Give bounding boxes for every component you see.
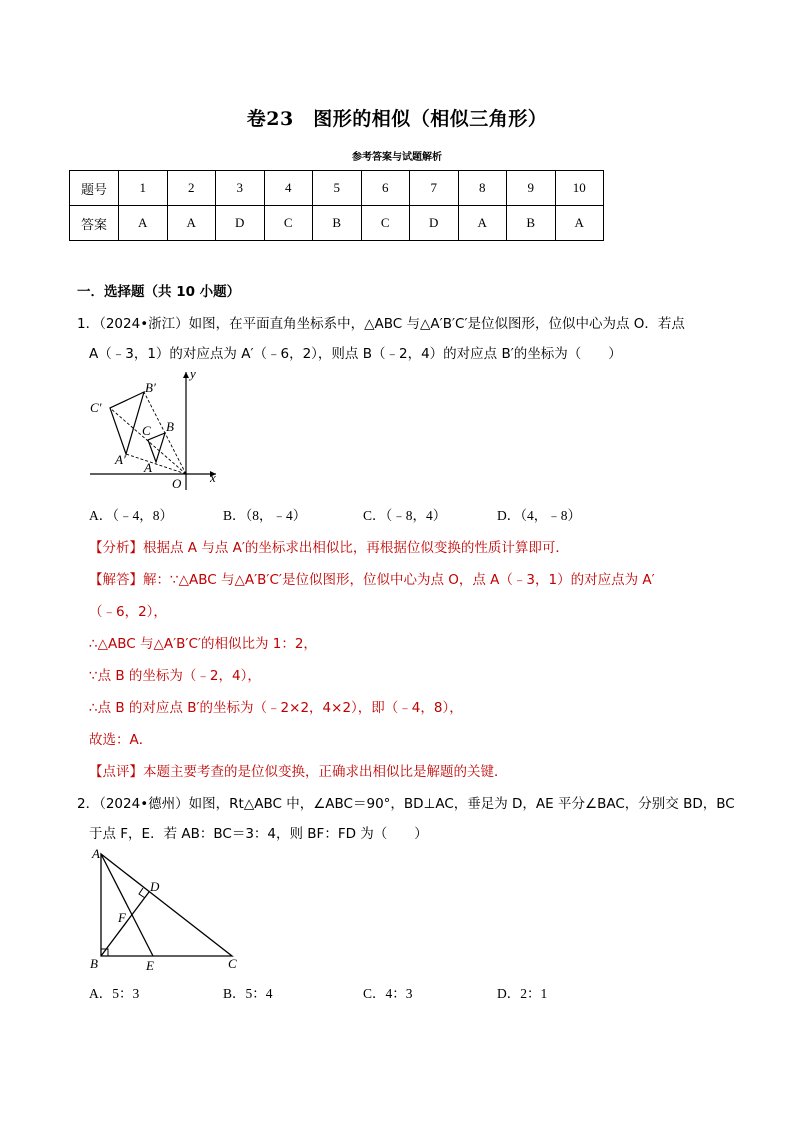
table-cell-answer: A: [119, 206, 168, 241]
ray-o-a-prime: [126, 454, 186, 474]
label-b-prime: B′: [145, 380, 156, 395]
q1-analysis: [89, 536, 569, 556]
label-b: B: [90, 956, 98, 971]
answer-table: [69, 170, 604, 241]
label-origin: O: [172, 476, 182, 491]
analysis-text: 根据点 A 与点 A′的坐标求出相似比，再根据位似变换的性质计算即可．: [143, 540, 569, 556]
q1-solution-line2: （﹣6，2），: [89, 604, 167, 620]
q1-figure: [86, 364, 226, 494]
table-cell-number: 7: [410, 171, 459, 206]
label-a-prime: A′: [115, 452, 126, 467]
table-header-answer: 答案: [70, 206, 119, 241]
solution-text: 解：∵△ABC 与△A′B′C′是位似图形，位似中心为点 O，点 A（﹣3，1）的对应点为 A′: [143, 572, 655, 588]
analysis-tag: 【分析】: [89, 540, 143, 556]
q2-option-a: A．5：3: [89, 986, 140, 1001]
page-title: 卷23 图形的相似（相似三角形）: [246, 108, 548, 130]
q1-option-d: D．（4，﹣8）: [497, 508, 581, 523]
table-cell-answer: C: [361, 206, 410, 241]
q2-stem-line1: 2．（2024•德州）如图，Rt△ABC 中，∠ABC＝90°，BD⊥AC，垂足为 D，AE 平分∠BAC，分别交 BD，BC: [77, 796, 735, 812]
page-subtitle: 参考答案与试题解析: [352, 152, 442, 163]
q1-option-b: B．（8，﹣4）: [223, 508, 307, 523]
q1-option-c: C．（﹣8，4）: [363, 508, 447, 523]
q2-option-b: B．5：4: [223, 986, 273, 1001]
label-c: C: [228, 956, 237, 971]
q1-solution-line3: ∴△ABC 与△A′B′C′的相似比为 1：2，: [89, 636, 317, 652]
q1-stem-line1: 1．（2024•浙江）如图，在平面直角坐标系中，△ABC 与△A′B′C′是位似图形，位似中心为点 O．若点: [77, 316, 685, 332]
label-x-axis: x: [210, 470, 216, 485]
label-f: F: [118, 910, 126, 925]
label-a: A: [144, 460, 152, 475]
solution-tag: 【解答】: [89, 572, 143, 588]
table-cell-answer: A: [167, 206, 216, 241]
table-cell-number: 4: [264, 171, 313, 206]
table-cell-answer: B: [507, 206, 556, 241]
q1-solution-line6: 故选：A．: [89, 732, 153, 748]
section-heading: 一．选择题（共 10 小题）: [77, 284, 241, 300]
q2-option-d: D．2：1: [497, 986, 548, 1001]
table-cell-number: 8: [458, 171, 507, 206]
table-cell-number: 10: [555, 171, 604, 206]
triangle-abc: [101, 854, 232, 956]
table-cell-number: 5: [313, 171, 362, 206]
q1-option-a: A．（﹣4，8）: [89, 508, 173, 523]
answer-table-answer-row: [70, 206, 604, 241]
table-cell-answer: C: [264, 206, 313, 241]
label-b: B: [166, 419, 174, 434]
y-axis-arrow: [183, 372, 189, 378]
table-cell-answer: A: [555, 206, 604, 241]
table-cell-number: 2: [167, 171, 216, 206]
segment-ae: [101, 854, 153, 956]
q2-figure: [86, 844, 246, 974]
table-cell-answer: D: [216, 206, 265, 241]
q2-option-c: C．4：3: [363, 986, 413, 1001]
table-cell-number: 6: [361, 171, 410, 206]
comment-text: 本题主要考查的是位似变换，正确求出相似比是解题的关键．: [143, 764, 508, 780]
table-cell-number: 1: [119, 171, 168, 206]
table-cell-answer: D: [410, 206, 459, 241]
answer-table-number-row: [70, 171, 604, 206]
label-a: A: [92, 846, 100, 861]
table-cell-answer: A: [458, 206, 507, 241]
label-c-prime: C′: [90, 400, 102, 415]
q1-comment: [89, 760, 508, 780]
q1-solution-line1: [89, 568, 655, 588]
q1-solution-line4: ∵点 B 的坐标为（﹣2，4），: [89, 668, 261, 684]
label-c: C: [142, 423, 151, 438]
table-header-number: 题号: [70, 171, 119, 206]
table-cell-answer: B: [313, 206, 362, 241]
q1-stem-line2: A（﹣3，1）的对应点为 A′（﹣6，2），则点 B（﹣2，4）的对应点 B′的坐标为（ ）: [89, 346, 622, 362]
q1-solution-line5: ∴点 B 的对应点 B′的坐标为（﹣2×2，4×2），即（﹣4，8），: [89, 700, 463, 716]
table-cell-number: 9: [507, 171, 556, 206]
comment-tag: 【点评】: [89, 764, 143, 780]
label-e: E: [146, 958, 154, 973]
q2-stem-line2: 于点 F，E．若 AB：BC＝3：4，则 BF：FD 为（ ）: [89, 826, 428, 842]
table-cell-number: 3: [216, 171, 265, 206]
label-y-axis: y: [190, 366, 196, 381]
label-d: D: [150, 879, 160, 894]
right-angle-mark-d: [139, 888, 145, 898]
